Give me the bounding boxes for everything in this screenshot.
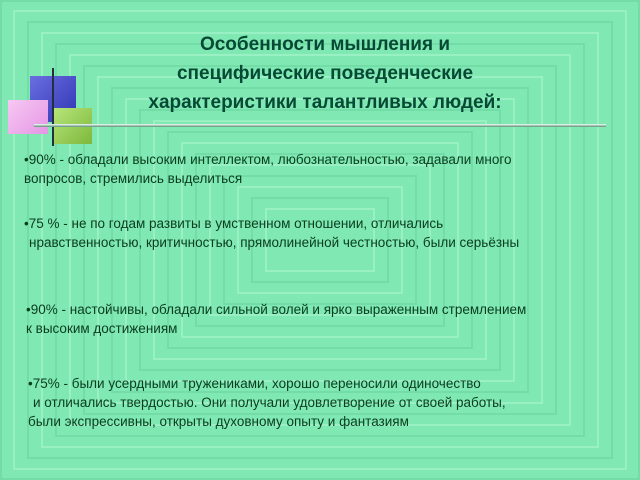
bullet-item-2 bbox=[24, 214, 614, 252]
bullet-line: •75 % - не по годам развиты в умственном отношении, отличались bbox=[24, 216, 444, 231]
bullet-line: •75% - были усердными тружениками, хорошо переносили одиночество bbox=[28, 376, 481, 391]
bullet-line: были экспрессивны, открыты духовному опыту и фантазиям bbox=[28, 414, 409, 429]
title-underline bbox=[34, 124, 606, 127]
title-line: характеристики талантливых людей: bbox=[148, 92, 502, 113]
title-line: специфические поведенческие bbox=[176, 63, 474, 84]
bullet-line: нравственностью, критичностью, прямолинейной честностью, были серьёзны bbox=[29, 235, 520, 250]
bullet-line: к высоким достижениям bbox=[26, 321, 178, 336]
bullet-line: вопросов, стремились выделиться bbox=[24, 171, 243, 186]
bullet-item-3 bbox=[26, 300, 630, 338]
bullet-line: •90% - обладали высоким интеллектом, любознательностью, задавали много bbox=[24, 152, 512, 167]
bullet-line: и отличались твердостью. Они получали удовлетворение от своей работы, bbox=[33, 395, 506, 410]
title-line: Особенности мышления и bbox=[199, 34, 451, 55]
bullet-line: •90% - настойчивы, обладали сильной волей и ярко выраженным стремлением bbox=[26, 302, 527, 317]
bullet-item-4 bbox=[28, 374, 618, 431]
slide-title bbox=[90, 30, 560, 117]
decor-vertical-line bbox=[52, 68, 54, 146]
decor-square-pink bbox=[8, 100, 48, 134]
bullet-item-1 bbox=[24, 150, 614, 188]
